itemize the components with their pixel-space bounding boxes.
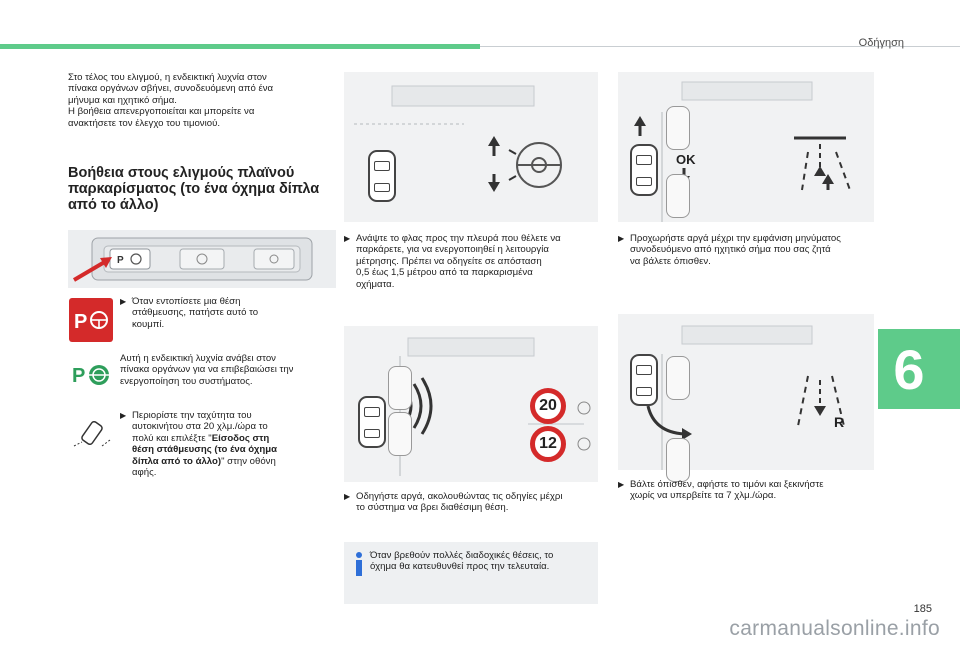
info-icon	[354, 552, 364, 576]
parked-car-icon	[388, 366, 412, 410]
parked-car-icon	[666, 356, 690, 400]
illustration-panel-drive-slow	[344, 326, 598, 482]
speed-sign-20: 20	[530, 388, 566, 424]
side-parking-icon	[72, 416, 112, 450]
svg-text:P: P	[117, 255, 124, 266]
car-icon	[630, 144, 658, 196]
intro-line: πίνακα οργάνων σβήνει, συνοδευόμενη από ένα	[68, 83, 274, 95]
caption-drive-slow: ▶ Οδηγήστε αργά, ακολουθώντας τις οδηγίες μέχρι το σύστημα να βρει διαθέσιμη θέση.	[344, 491, 563, 514]
parked-car-icon	[388, 412, 412, 456]
car-icon	[368, 150, 396, 202]
heading-line: από το άλλο)	[68, 197, 159, 214]
illustration-panel-reverse	[618, 314, 874, 470]
step-press-button: ▶ Όταν εντοπίσετε μια θέση στάθμευσης, πατήστε αυτό το κουμπί.	[120, 296, 259, 330]
bullet-arrow-icon: ▶	[120, 411, 127, 420]
bullet-arrow-icon: ▶	[344, 492, 351, 501]
reverse-label: R	[834, 414, 845, 430]
info-note: Όταν βρεθούν πολλές διαδοχικές θέσεις, το όχημα θα κατευθυνθεί προς την τελευταία.	[344, 542, 598, 604]
intro-line: Η βοήθεια απενεργοποιείται και μπορείτε να	[68, 106, 255, 118]
caption-reverse: ▶ Βάλτε όπισθεν, αφήστε το τιμόνι και ξεκινήστε χωρίς να υπερβείτε τα 7 χλμ./ώρα.	[618, 479, 824, 502]
page-heading	[68, 165, 338, 214]
watermark: carmanualsonline.info	[729, 617, 940, 640]
illustration-panel-advance	[618, 72, 874, 222]
caption-indicator: ▶ Ανάψτε το φλας προς την πλευρά που θέλετε να παρκάρετε, για να ενεργοποιηθεί η λειτουργία μέτρησης. Πρέπει να οδηγείτε σε απόσταση 0,5 έως 1,5 μέτρου από τα παρκαρισμένα οχήματα.	[344, 233, 561, 290]
car-icon	[358, 396, 386, 448]
svg-text:P: P	[72, 365, 86, 387]
green-parking-indicator-icon	[70, 358, 114, 392]
chapter-tab: 6	[878, 329, 960, 409]
bullet-arrow-icon: ▶	[120, 297, 127, 306]
header-accent-bar	[0, 44, 480, 49]
console-button-illustration	[68, 230, 336, 288]
caption-advance: ▶ Προχωρήστε αργά μέχρι την εμφάνιση μηνύματος συνοδευόμενο από ηχητικό σήμα που σας ζητά να βάλετε όπισθεν.	[618, 233, 841, 267]
bullet-arrow-icon: ▶	[618, 480, 625, 489]
intro-line: μήνυμα και ηχητικό σήμα.	[68, 94, 177, 106]
parked-car-icon	[666, 174, 690, 218]
bullet-arrow-icon: ▶	[344, 234, 351, 243]
indicator-text: Αυτή η ενδεικτική λυχνία ανάβει στον πίνακα οργάνων για να επιβεβαιώσει την ενεργοποίηση του συστήματος.	[120, 353, 294, 387]
page-number: 185	[913, 603, 932, 615]
svg-text:P: P	[74, 311, 88, 333]
intro-line: Στο τέλος του ελιγμού, η ενδεικτική λυχνία στον	[68, 72, 267, 83]
speed-sign-12: 12	[530, 426, 566, 462]
step-limit-speed: ▶ Περιορίστε την ταχύτητα του αυτοκινήτου στα 20 χλμ./ώρα το πολύ και επιλέξτε "Είσοδος στη θέση στάθμευσης (το ένα όχημα δίπλα από το άλλο)" στην οθόνη αφής.	[120, 410, 277, 479]
bullet-arrow-icon: ▶	[618, 234, 625, 243]
heading-line: Βοήθεια στους ελιγμούς πλαϊνού	[68, 165, 295, 181]
section-title: Οδήγηση	[858, 37, 904, 49]
ok-label: OK	[676, 152, 696, 167]
car-icon	[630, 354, 658, 406]
intro-paragraph	[68, 72, 338, 129]
illustration-panel-indicator	[344, 72, 598, 222]
parked-car-icon	[666, 438, 690, 482]
parking-assist-button-icon	[69, 298, 113, 342]
heading-line: παρκαρίσματος (το ένα όχημα δίπλα	[68, 181, 320, 198]
parked-car-icon	[666, 106, 690, 150]
intro-line: ανακτήσετε τον έλεγχο του τιμονιού.	[68, 117, 220, 129]
